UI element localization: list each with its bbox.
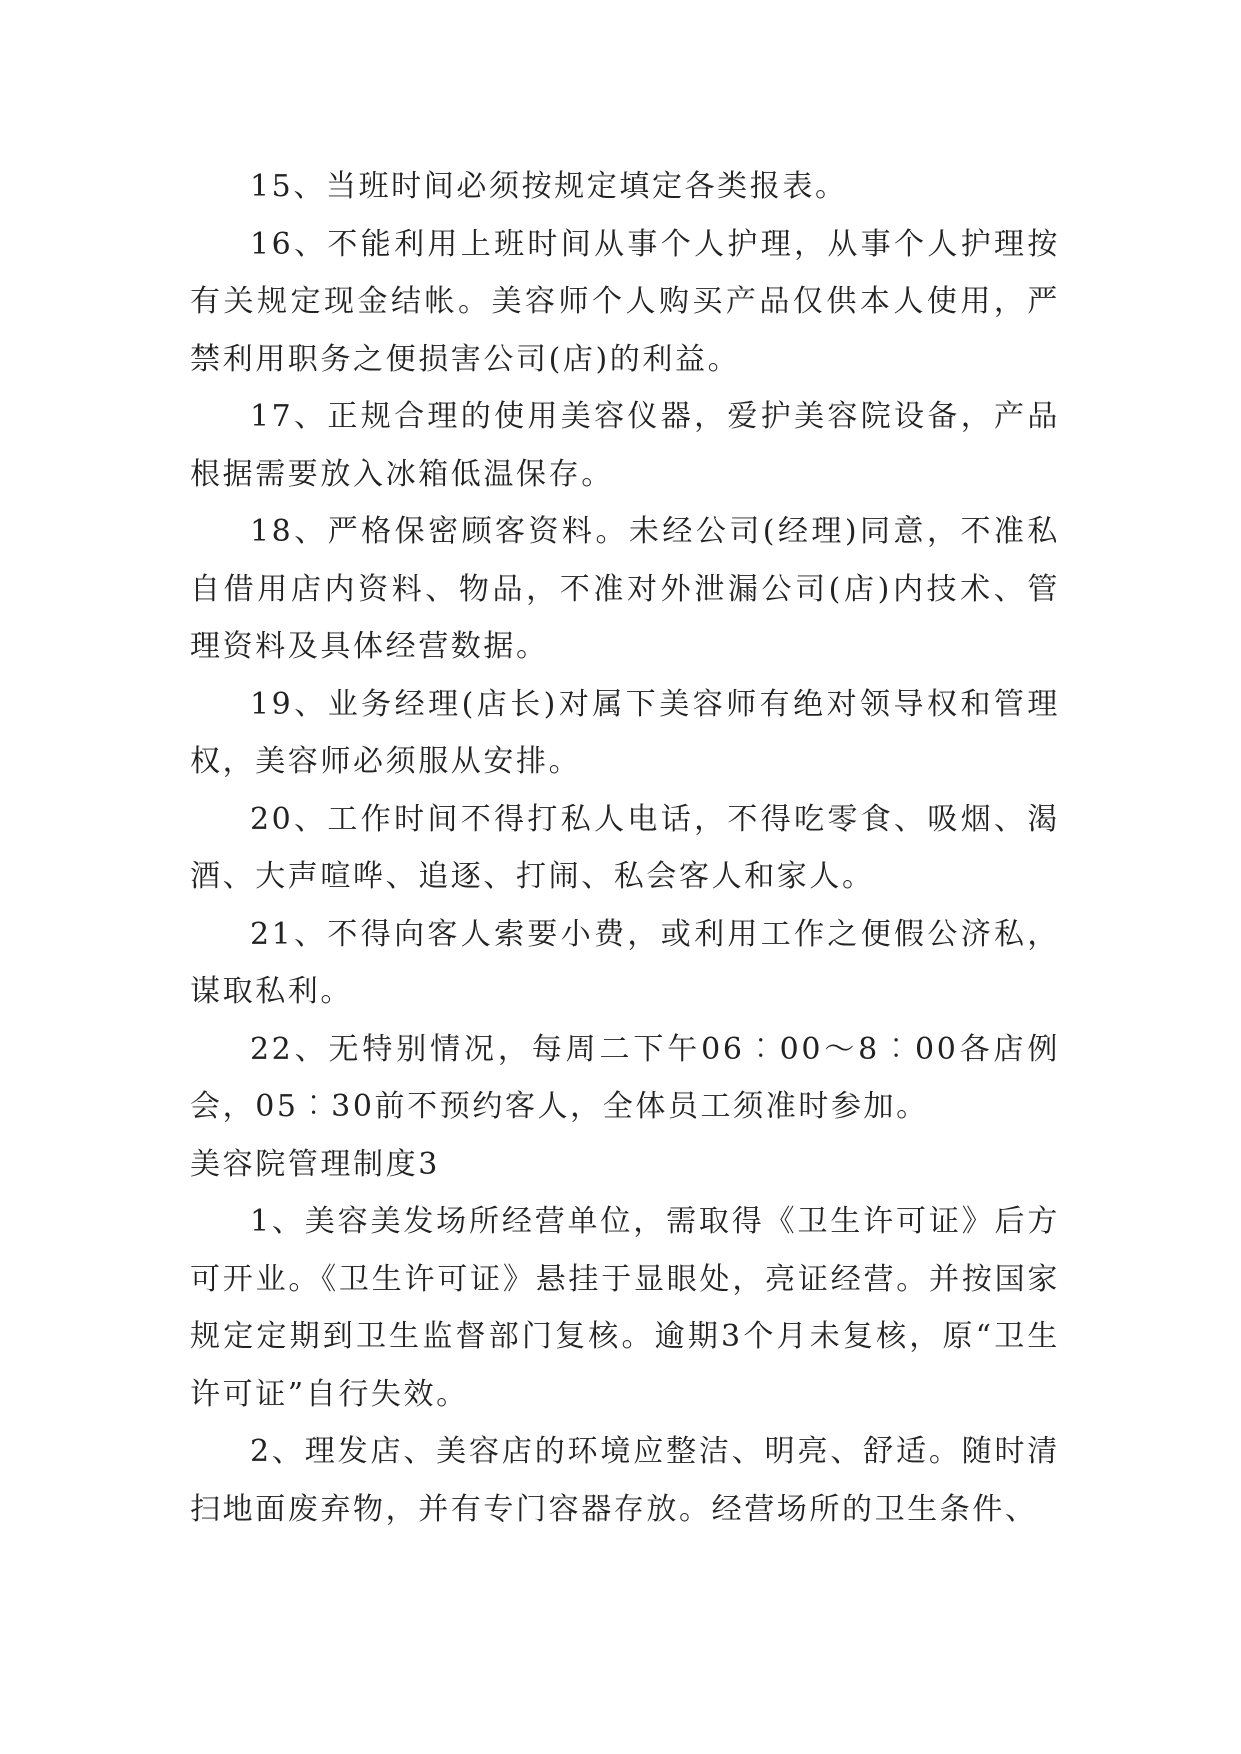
paragraph-15: 15、当班时间必须按规定填定各类报表。 (250, 169, 848, 204)
document-body (190, 158, 1060, 1538)
paragraph-18: 18、严格保密顾客资料。未经公司(经理)同意，不准私自借用店内资料、物品，不准对外泄漏公司(店)内技术、管理资料及具体经营数据。 (190, 514, 1060, 664)
paragraph-s3-2: 2、理发店、美容店的环境应整洁、明亮、舒适。随时清扫地面废弃物，并有专门容器存放。经营场所的卫生条件、 (190, 1434, 1060, 1527)
paragraph-20: 20、工作时间不得打私人电话，不得吃零食、吸烟、渴酒、大声喧哗、追逐、打闹、私会客人和家人。 (190, 801, 1060, 894)
paragraph-17: 17、正规合理的使用美容仪器，爱护美容院设备，产品根据需要放入冰箱低温保存。 (190, 399, 1060, 492)
paragraph-16: 16、不能利用上班时间从事个人护理，从事个人护理按有关规定现金结帐。美容师个人购买产品仅供本人使用，严禁利用职务之便损害公司(店)的利益。 (190, 226, 1060, 377)
paragraph-s3-1: 1、美容美发场所经营单位，需取得《卫生许可证》后方可开业。《卫生许可证》悬挂于显眼处，亮证经营。并按国家规定定期到卫生监督部门复核。逾期3个月未复核，原“卫生许可证”自行失效。 (190, 1204, 1060, 1412)
section-heading: 美容院管理制度3 (190, 1146, 440, 1182)
paragraph-21: 21、不得向客人索要小费，或利用工作之便假公济私，谋取私利。 (190, 916, 1060, 1009)
paragraph-19: 19、业务经理(店长)对属下美容师有绝对领导权和管理权，美容师必须服从安排。 (190, 686, 1060, 779)
paragraph-22: 22、无特别情况，每周二下午06︰00～8︰00各店例会，05︰30前不预约客人，全体员工须准时参加。 (190, 1031, 1060, 1124)
